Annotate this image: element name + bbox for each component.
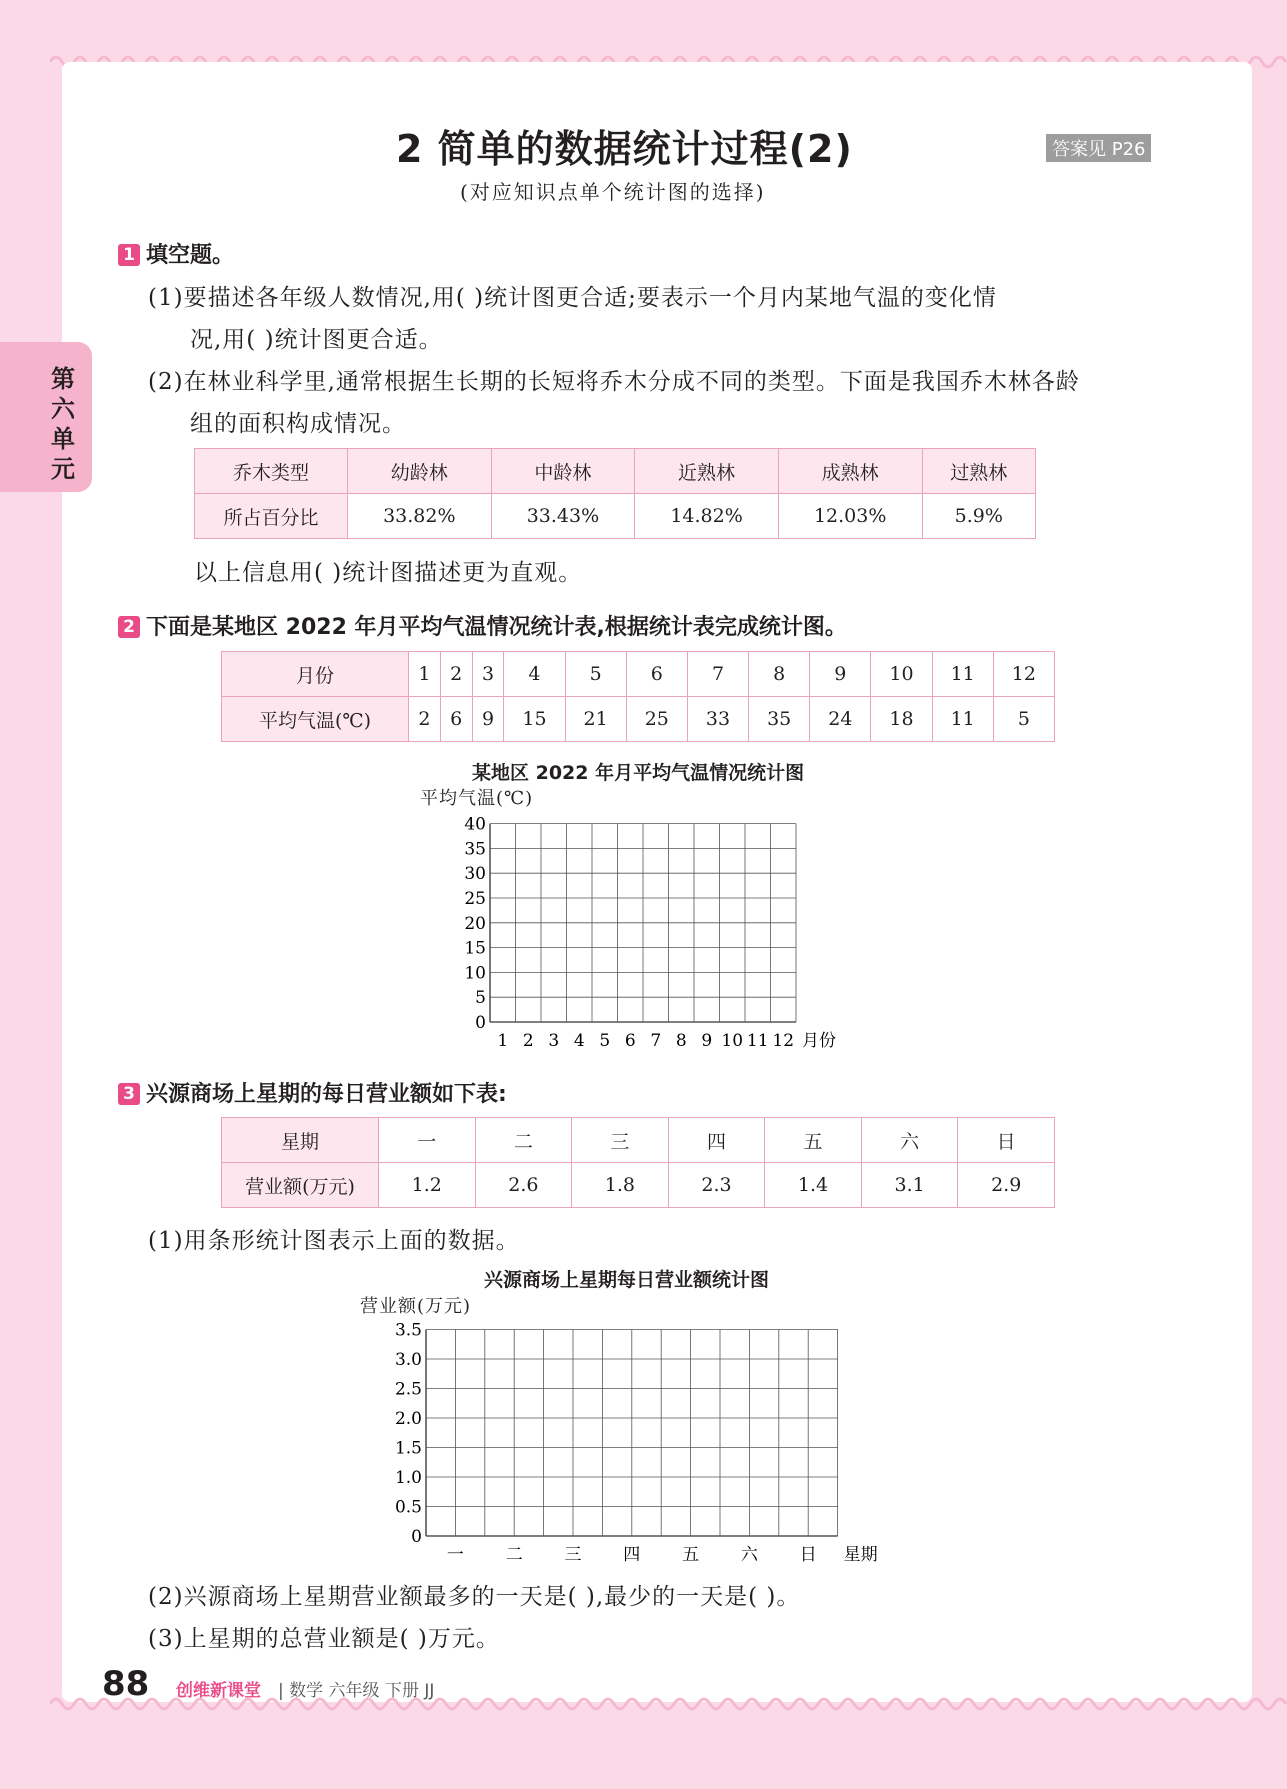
- page-subtitle: (对应知识点单个统计图的选择): [460, 180, 766, 204]
- table-cell: 5: [565, 652, 626, 697]
- table-cell: 2.6: [475, 1163, 572, 1208]
- table-cell: 33: [687, 697, 748, 742]
- x-tick-label: 6: [624, 1031, 636, 1051]
- table-cell: 18: [871, 697, 932, 742]
- x-tick-label: 一: [446, 1545, 464, 1565]
- x-tick-label: 2: [522, 1031, 534, 1051]
- table-header-cell: 星期: [222, 1118, 379, 1163]
- chart2-title: 兴源商场上星期每日营业额统计图: [484, 1269, 770, 1291]
- table-header-cell: 成熟林: [778, 449, 922, 494]
- table-cell: 五: [765, 1118, 862, 1163]
- q1-forest-table: [194, 448, 1036, 539]
- q1-number-badge: 1: [118, 244, 140, 266]
- q2-title: 下面是某地区 2022 年月平均气温情况统计表,根据统计表完成统计图。: [146, 615, 847, 640]
- table-header-cell: 近熟林: [635, 449, 779, 494]
- table-cell: 5.9%: [922, 494, 1036, 539]
- table-header-cell: 平均气温(℃): [222, 697, 409, 742]
- table-cell: 2: [409, 697, 441, 742]
- table-cell: 2.3: [668, 1163, 765, 1208]
- q1-part1-line2: 况,用( )统计图更合适。: [190, 327, 443, 353]
- table-header-cell: 月份: [222, 652, 409, 697]
- table-cell: 5: [993, 697, 1054, 742]
- q1-title: 填空题。: [146, 243, 235, 268]
- table-cell: 3.1: [861, 1163, 958, 1208]
- page-title: 2 简单的数据统计过程(2): [396, 127, 853, 171]
- table-cell: 12: [993, 652, 1054, 697]
- x-tick-label: 日: [799, 1545, 817, 1565]
- footer-brand: 创维新课堂: [176, 1681, 261, 1701]
- q3-number-badge: 3: [118, 1083, 140, 1105]
- table-header-cell: 所占百分比: [195, 494, 348, 539]
- y-tick-label: 1.0: [394, 1468, 422, 1488]
- table-cell: 日: [958, 1118, 1055, 1163]
- x-tick-label: 四: [623, 1545, 641, 1565]
- table-cell: 1.4: [765, 1163, 862, 1208]
- x-tick-label: 11: [746, 1031, 769, 1051]
- table-cell: 11: [932, 697, 993, 742]
- footer-book-info: | 数学 六年级 下册 JJ: [278, 1681, 435, 1701]
- q1-part2-line2: 组的面积构成情况。: [190, 411, 406, 437]
- y-tick-label: 5: [475, 988, 486, 1009]
- x-tick-label: 7: [650, 1031, 662, 1051]
- table-header-cell: 营业额(万元): [222, 1163, 379, 1208]
- y-tick-label: 3.0: [394, 1350, 422, 1370]
- x-tick-label: 8: [675, 1031, 687, 1051]
- y-tick-label: 40: [464, 814, 486, 835]
- table-header-cell: 幼龄林: [348, 449, 492, 494]
- chart1-grid: [440, 808, 880, 1058]
- x-tick-label: 六: [740, 1545, 758, 1565]
- y-tick-label: 3.5: [394, 1320, 422, 1341]
- table-cell: 7: [687, 652, 748, 697]
- answer-reference-badge: 答案见 P26: [1046, 134, 1151, 162]
- table-cell: 10: [871, 652, 932, 697]
- y-tick-label: 0: [475, 1013, 486, 1033]
- table-cell: 3: [472, 652, 504, 697]
- q3-heading: [118, 1077, 507, 1108]
- q2-temperature-table: [221, 651, 1055, 742]
- x-tick-label: 4: [573, 1031, 585, 1051]
- x-tick-label: 9: [701, 1031, 713, 1051]
- table-cell: 9: [472, 697, 504, 742]
- q1-part1-line1: (1)要描述各年级人数情况,用( )统计图更合适;要表示一个月内某地气温的变化情: [148, 285, 997, 311]
- y-tick-label: 15: [464, 938, 486, 959]
- table-cell: 二: [475, 1118, 572, 1163]
- table-cell: 33.82%: [348, 494, 492, 539]
- table-cell: 12.03%: [778, 494, 922, 539]
- table-header-cell: 过熟林: [922, 449, 1036, 494]
- y-tick-label: 10: [464, 963, 486, 984]
- table-cell: 1: [409, 652, 441, 697]
- q1-part2-line1: (2)在林业科学里,通常根据生长期的长短将乔木分成不同的类型。下面是我国乔木林各龄: [148, 369, 1080, 395]
- x-axis-label: 月份: [802, 1031, 836, 1051]
- table-header-cell: 乔木类型: [195, 449, 348, 494]
- x-tick-label: 五: [682, 1545, 700, 1565]
- table-header-cell: 中龄林: [491, 449, 635, 494]
- table-cell: 25: [626, 697, 687, 742]
- table-cell: 1.8: [572, 1163, 669, 1208]
- x-tick-label: 1: [497, 1031, 509, 1051]
- y-tick-label: 20: [464, 913, 486, 934]
- q3-part1: (1)用条形统计图表示上面的数据。: [148, 1228, 520, 1254]
- y-tick-label: 35: [464, 839, 486, 860]
- table-cell: 一: [379, 1118, 476, 1163]
- unit-side-tab: [0, 342, 92, 492]
- q3-sales-table: [221, 1117, 1055, 1208]
- x-tick-label: 三: [564, 1545, 582, 1565]
- x-tick-label: 5: [599, 1031, 611, 1051]
- chart2-grid: [380, 1318, 940, 1568]
- q2-number-badge: 2: [118, 616, 140, 638]
- table-cell: 2: [440, 652, 472, 697]
- y-tick-label: 0.5: [394, 1497, 422, 1518]
- q2-heading: [118, 610, 847, 641]
- table-cell: 三: [572, 1118, 669, 1163]
- table-cell: 6: [440, 697, 472, 742]
- q1-heading: [118, 238, 234, 269]
- chart2-ylabel: 营业额(万元): [360, 1296, 472, 1317]
- table-cell: 9: [810, 652, 871, 697]
- table-cell: 8: [749, 652, 810, 697]
- x-axis-label: 星期: [843, 1545, 878, 1565]
- table-cell: 14.82%: [635, 494, 779, 539]
- chart1-ylabel: 平均气温(℃): [420, 788, 534, 809]
- table-cell: 2.9: [958, 1163, 1055, 1208]
- page-number: 88: [102, 1664, 150, 1704]
- y-tick-label: 0: [411, 1527, 422, 1547]
- table-cell: 四: [668, 1118, 765, 1163]
- table-cell: 35: [749, 697, 810, 742]
- x-tick-label: 10: [721, 1031, 744, 1051]
- table-cell: 21: [565, 697, 626, 742]
- table-cell: 11: [932, 652, 993, 697]
- y-tick-label: 2.5: [394, 1379, 422, 1400]
- y-tick-label: 30: [464, 864, 486, 885]
- q3-part2: (2)兴源商场上星期营业额最多的一天是( ),最少的一天是( )。: [148, 1584, 801, 1610]
- y-tick-label: 1.5: [394, 1438, 422, 1459]
- y-tick-label: 25: [464, 889, 486, 909]
- table-cell: 4: [504, 652, 565, 697]
- table-cell: 15: [504, 697, 565, 742]
- table-cell: 6: [626, 652, 687, 697]
- x-tick-label: 12: [772, 1031, 795, 1051]
- y-tick-label: 2.0: [394, 1409, 422, 1429]
- table-cell: 24: [810, 697, 871, 742]
- chart1-title: 某地区 2022 年月平均气温情况统计图: [472, 762, 805, 784]
- q3-title: 兴源商场上星期的每日营业额如下表:: [146, 1082, 507, 1107]
- x-tick-label: 二: [505, 1545, 523, 1565]
- q3-part3: (3)上星期的总营业额是( )万元。: [148, 1626, 500, 1652]
- x-tick-label: 3: [548, 1031, 560, 1051]
- unit-tab-label: 第六单元: [51, 365, 75, 483]
- table-cell: 1.2: [379, 1163, 476, 1208]
- table-cell: 33.43%: [491, 494, 635, 539]
- table-cell: 六: [861, 1118, 958, 1163]
- q1-after-table: 以上信息用( )统计图描述更为直观。: [194, 560, 583, 586]
